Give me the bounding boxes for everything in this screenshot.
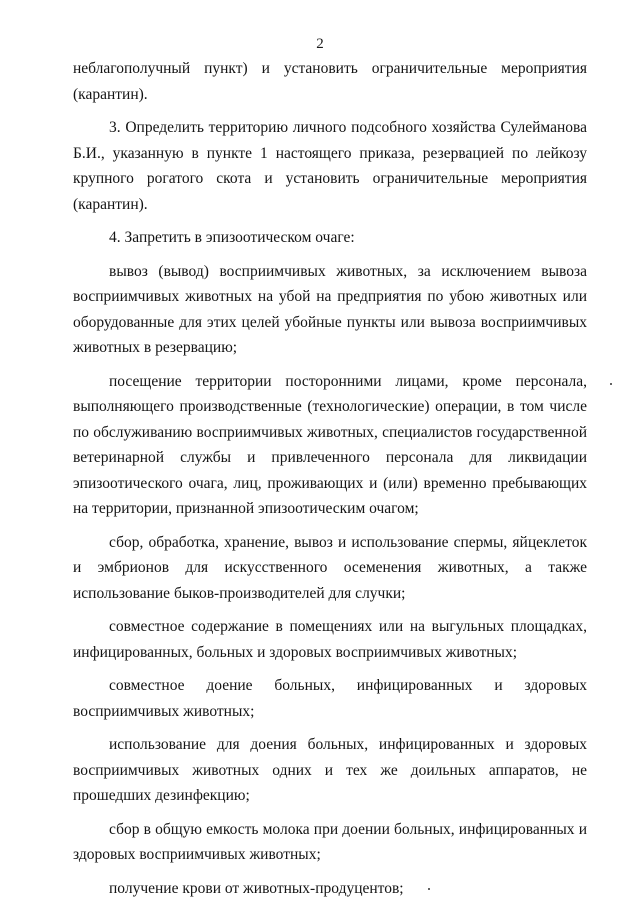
paragraph-6: сбор, обработка, хранение, вывоз и использование спермы, яйцеклеток и эмбрионов для искусственного осеменения животных, а также использование быков-производителей для случки; xyxy=(73,533,587,602)
paragraph-5: посещение территории посторонними лицами, кроме персонала, выполняющего производственные (технологические) операции, в том числе по обслуживанию восприимчивых животных, специалистов государственной ветеринарной службы и привлеченного персонала для ликвидации эпизоотического очага, лиц, проживающих и (или) временно пребывающих на территории, признанной эпизоотическим очагом; xyxy=(73,372,587,517)
paragraph-1: неблагополучный пункт) и установить ограничительные мероприятия (карантин). xyxy=(73,60,587,103)
page-number: 2 xyxy=(316,36,324,52)
paragraph-9: использование для доения больных, инфицированных и здоровых восприимчивых животных одних и тех же доильных аппаратов, не прошедших дезинфекцию; xyxy=(73,736,587,804)
scan-speck xyxy=(610,383,612,385)
paragraph-2: 3. Определить территорию личного подсобного хозяйства Сулейманова Б.И., указанную в пункте 1 настоящего приказа, резервацией по лейкозу крупного рогатого скота и установить ограничительные мероприятия (карантин). xyxy=(73,119,587,213)
scan-speck xyxy=(428,888,430,890)
paragraph-11: получение крови от животных-продуцентов; xyxy=(109,879,404,897)
paragraph-7: совместное содержание в помещениях или на выгульных площадках, инфицированных, больных и здоровых восприимчивых животных; xyxy=(73,618,587,661)
document-body xyxy=(73,56,587,901)
paragraph-10: сбор в общую емкость молока при доении больных, инфицированных и здоровых восприимчивых животных; xyxy=(73,820,587,863)
paragraph-8: совместное доение больных, инфицированных и здоровых восприимчивых животных; xyxy=(73,677,587,720)
paragraph-4: вывоз (вывод) восприимчивых животных, за исключением вывоза восприимчивых животных на убой на предприятия по убою животных или оборудованные для этих целей убойные пункты или вывоза восприимчивых животных в резервацию; xyxy=(73,262,587,356)
paragraph-3: 4. Запретить в эпизоотическом очаге: xyxy=(109,229,355,246)
